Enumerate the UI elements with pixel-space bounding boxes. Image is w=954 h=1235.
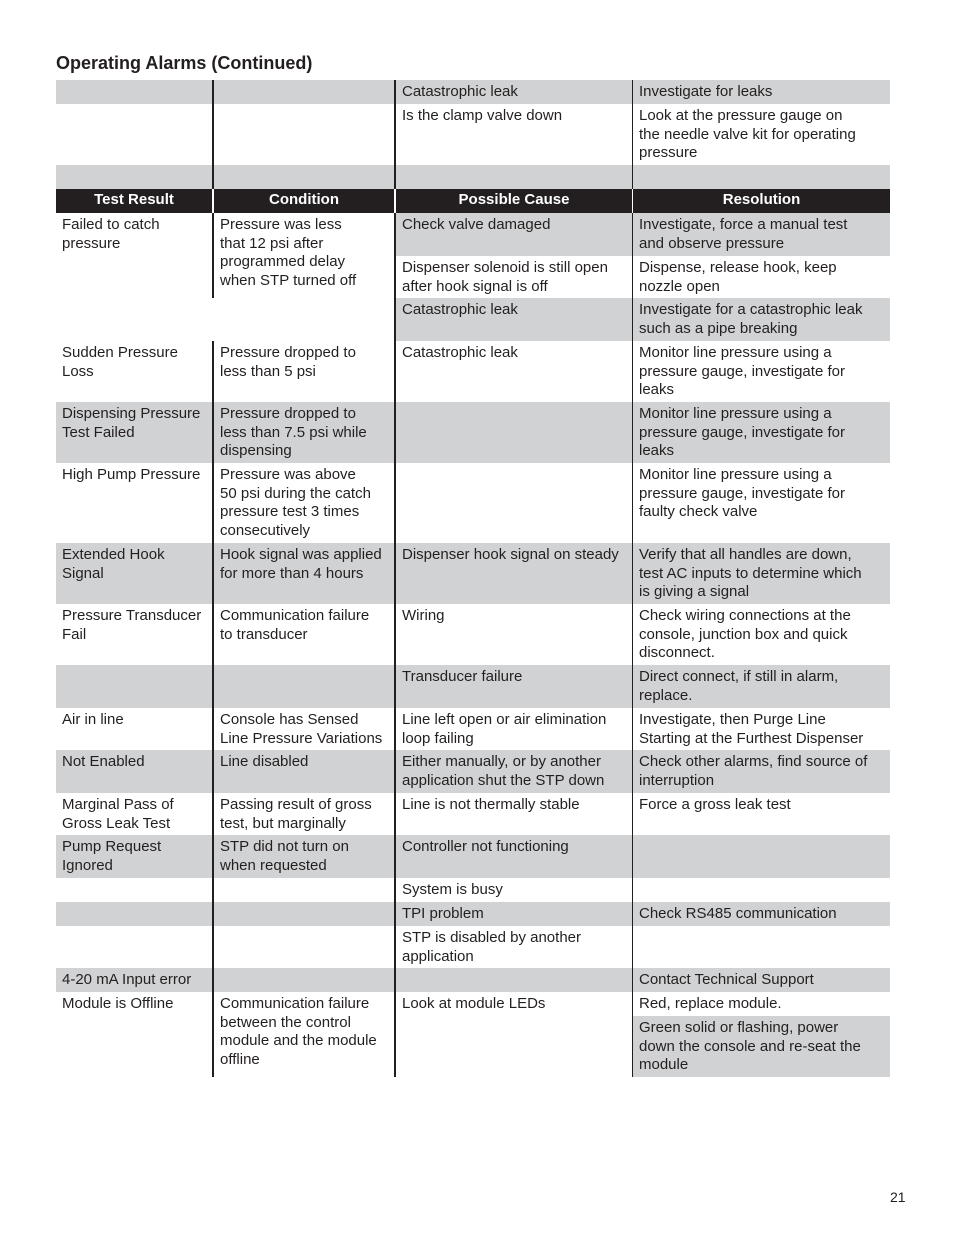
header-condition: Condition: [212, 189, 394, 213]
cell-test-result: [56, 104, 212, 165]
cell-resolution: Investigate, force a manual test and observe pressure: [632, 213, 890, 256]
table-row: [56, 793, 890, 835]
cell-resolution: Monitor line pressure using a pressure gauge, investigate for faulty check valve: [632, 463, 890, 543]
table-row: [56, 604, 890, 665]
cell-test-result: Not Enabled: [56, 750, 212, 793]
cell-condition: Pressure dropped to less than 7.5 psi while dispensing: [212, 402, 394, 463]
cell-condition: Pressure was above 50 psi during the catch pressure test 3 times consecutively: [212, 463, 394, 543]
table-row: [56, 926, 890, 968]
cell-test-result: Pump Request Ignored: [56, 835, 212, 878]
cell-resolution: Monitor line pressure using a pressure gauge, investigate for leaks: [632, 402, 890, 463]
table-header-row: [56, 189, 890, 213]
table-row: [56, 402, 890, 463]
header-resolution: Resolution: [632, 189, 890, 213]
cell-possible-cause: Wiring: [394, 604, 632, 665]
cell-condition: Line disabled: [212, 750, 394, 793]
cell-possible-cause: Check valve damaged: [394, 213, 632, 256]
table-row: [56, 835, 890, 878]
cell-resolution: [632, 926, 890, 968]
cell-resolution: Look at the pressure gauge on the needle valve kit for operating pressure: [632, 104, 890, 165]
cell-possible-cause: Line is not thermally stable: [394, 793, 632, 835]
cell-condition: [212, 878, 394, 902]
cell-condition: [212, 104, 394, 165]
cell-possible-cause: Line left open or air elimination loop failing: [394, 708, 632, 750]
operating-alarms-table: [56, 80, 890, 1077]
cell-test-result: Module is Offline: [56, 992, 212, 1077]
cell-resolution: [632, 878, 890, 902]
cell-resolution: Check RS485 communication: [632, 902, 890, 926]
cell-condition: Communication failure to transducer: [212, 604, 394, 665]
cell-resolution: Direct connect, if still in alarm, replace.: [632, 665, 890, 708]
page-title: Operating Alarms (Continued): [56, 53, 313, 73]
cell-possible-cause: STP is disabled by another application: [394, 926, 632, 968]
cell-possible-cause: Transducer failure: [394, 665, 632, 708]
cell-possible-cause: Either manually, or by another application shut the STP down: [394, 750, 632, 793]
cell-test-result: Sudden Pressure Loss: [62, 344, 178, 380]
cell-test-result: 4-20 mA Input error: [56, 968, 212, 992]
cell-condition: [212, 665, 394, 708]
cell-possible-cause: Dispenser hook signal on steady: [394, 543, 632, 604]
cell-possible-cause: Catastrophic leak: [394, 80, 632, 104]
cell-resolution: Red, replace module.: [632, 992, 890, 1016]
table-row: [56, 750, 890, 793]
cell-possible-cause: Look at module LEDs: [394, 992, 632, 1016]
cell-resolution: Check wiring connections at the console, junction box and quick disconnect.: [632, 604, 890, 665]
cell-resolution: Force a gross leak test: [632, 793, 890, 835]
cell-test-result: [56, 926, 212, 968]
table-row: [56, 165, 890, 189]
cell-test-result: [56, 878, 212, 902]
cell-condition: [212, 165, 394, 189]
table-row: [56, 80, 890, 104]
cell-condition: Passing result of gross test, but marginally: [212, 793, 394, 835]
page-number: 21: [890, 1189, 906, 1205]
cell-resolution: [632, 835, 890, 878]
table-row: [56, 708, 890, 750]
cell-resolution: Contact Technical Support: [632, 968, 890, 992]
cell-resolution: Investigate for leaks: [632, 80, 890, 104]
cell-condition: Communication failure between the control module and the module offline: [212, 992, 394, 1077]
table-row: [56, 878, 890, 902]
cell-possible-cause: [394, 165, 632, 189]
cell-possible-cause: [394, 402, 632, 463]
cell-test-result: [56, 80, 212, 104]
cell-condition: [212, 902, 394, 926]
cell-resolution: Monitor line pressure using a pressure gauge, investigate for leaks: [632, 341, 890, 402]
cell-possible-cause: Is the clamp valve down: [394, 104, 632, 165]
cell-possible-cause: [394, 1016, 632, 1077]
cell-possible-cause: Catastrophic leak: [394, 341, 632, 402]
table-row: [56, 665, 890, 708]
cell-possible-cause: [394, 463, 632, 543]
cell-test-result: Pressure Transducer Fail: [62, 607, 202, 643]
cell-resolution: [632, 165, 890, 189]
cell-condition: [212, 80, 394, 104]
table-row: [56, 341, 890, 402]
cell-condition: Hook signal was applied for more than 4 hours: [212, 543, 394, 604]
cell-test-result: [56, 165, 212, 189]
cell-condition: Console has Sensed Line Pressure Variations: [212, 708, 394, 750]
cell-test-result: High Pump Pressure: [62, 466, 201, 483]
cell-resolution: Verify that all handles are down, test AC inputs to determine which is giving a signal: [632, 543, 890, 604]
cell-condition: [212, 968, 394, 992]
table-row: [56, 968, 890, 992]
header-test-result: Test Result: [56, 189, 212, 213]
cell-test-result: Dispensing Pressure Test Failed: [56, 402, 212, 463]
cell-resolution: Dispense, release hook, keep nozzle open: [632, 256, 890, 298]
cell-test-result: [56, 665, 212, 708]
cell-possible-cause: Controller not functioning: [394, 835, 632, 878]
cell-test-result: Extended Hook Signal: [56, 543, 212, 604]
cell-condition: STP did not turn on when requested: [212, 835, 394, 878]
cell-resolution: Investigate for a catastrophic leak such as a pipe breaking: [632, 298, 890, 341]
cell-resolution: Green solid or flashing, power down the console and re-seat the module: [632, 1016, 890, 1077]
table-row: [56, 543, 890, 604]
cell-possible-cause: System is busy: [394, 878, 632, 902]
cell-possible-cause: TPI problem: [394, 902, 632, 926]
cell-test-result: Failed to catch pressure: [56, 213, 212, 298]
cell-test-result: Marginal Pass of Gross Leak Test: [62, 796, 174, 832]
cell-condition: Pressure was less that 12 psi after programmed delay when STP turned off: [212, 213, 394, 298]
table-row: [56, 902, 890, 926]
header-possible-cause: Possible Cause: [394, 189, 632, 213]
cell-possible-cause: Dispenser solenoid is still open after hook signal is off: [394, 256, 632, 298]
table-row: [56, 463, 890, 543]
cell-condition: Pressure dropped to less than 5 psi: [212, 341, 394, 402]
cell-possible-cause: [394, 968, 632, 992]
table-row: [56, 298, 890, 341]
cell-test-result: Air in line: [62, 711, 124, 728]
cell-condition: [212, 926, 394, 968]
cell-test-result: [56, 902, 212, 926]
cell-resolution: Investigate, then Purge Line Starting at the Furthest Dispenser: [632, 708, 890, 750]
cell-resolution: Check other alarms, find source of interruption: [632, 750, 890, 793]
cell-possible-cause: Catastrophic leak: [394, 298, 632, 341]
table-row: [56, 104, 890, 165]
